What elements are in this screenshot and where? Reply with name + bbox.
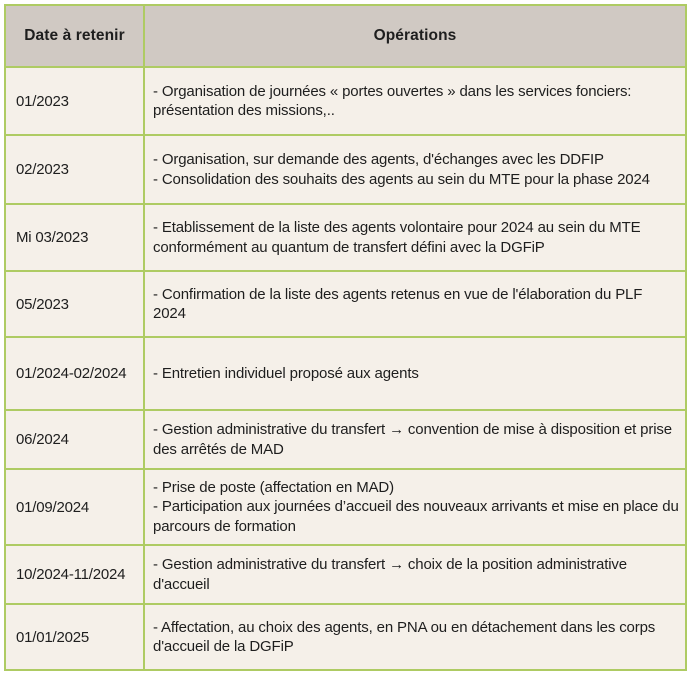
date-cell: 06/2024	[5, 410, 144, 469]
operation-line: - Entretien individuel proposé aux agents	[153, 364, 419, 382]
table-row	[5, 67, 686, 135]
header-row	[5, 5, 686, 67]
operations-cell	[144, 204, 686, 271]
operation-line: - Etablissement de la liste des agents volontaire pour 2024 au sein du MTE conformément au quantum de transfert défini avec la DGFiP	[153, 219, 641, 256]
date-cell: Mi 03/2023	[5, 204, 144, 271]
column-header-date: Date à retenir	[5, 5, 144, 67]
table-row	[5, 545, 686, 604]
operation-line: - Affectation, au choix des agents, en PNA ou en détachement dans les corps d'accueil de la DGFiP	[153, 618, 656, 655]
date-cell: 01/2024-02/2024	[5, 337, 144, 410]
operation-line: - Confirmation de la liste des agents retenus en vue de l'élaboration du PLF 2024	[153, 285, 643, 322]
table-row	[5, 469, 686, 545]
date-cell: 01/09/2024	[5, 469, 144, 545]
operations-cell	[144, 410, 686, 469]
operation-line: - Gestion administrative du transfert → choix de la position administrative d'accueil	[153, 556, 627, 593]
date-cell: 05/2023	[5, 271, 144, 337]
operations-cell	[144, 604, 686, 670]
table-row	[5, 337, 686, 410]
table-header	[5, 5, 686, 67]
operation-line: - Consolidation des souhaits des agents au sein du MTE pour la phase 2024	[153, 170, 650, 188]
operation-line: - Organisation de journées « portes ouvertes » dans les services fonciers: présentation des missions,..	[153, 82, 632, 119]
date-cell: 01/01/2025	[5, 604, 144, 670]
table-row	[5, 204, 686, 271]
date-cell: 10/2024-11/2024	[5, 545, 144, 604]
operations-cell	[144, 135, 686, 204]
table-body	[5, 67, 686, 670]
date-cell: 01/2023	[5, 67, 144, 135]
timeline-table	[4, 4, 687, 671]
operations-cell	[144, 337, 686, 410]
operations-cell	[144, 545, 686, 604]
operations-cell	[144, 271, 686, 337]
table-row	[5, 271, 686, 337]
date-cell: 02/2023	[5, 135, 144, 204]
operations-cell	[144, 67, 686, 135]
operation-line: - Gestion administrative du transfert → convention de mise à disposition et prise des arrêtés de MAD	[153, 421, 672, 458]
column-header-operations: Opérations	[144, 5, 686, 67]
table-row	[5, 410, 686, 469]
operation-line: - Prise de poste (affectation en MAD)	[153, 478, 394, 496]
operation-line: - Organisation, sur demande des agents, d'échanges avec les DDFIP	[153, 151, 604, 168]
table-row	[5, 135, 686, 204]
table-row	[5, 604, 686, 670]
operation-line: - Participation aux journées d’accueil des nouveaux arrivants et mise en place du parcours de formation	[153, 498, 679, 535]
operations-cell	[144, 469, 686, 545]
